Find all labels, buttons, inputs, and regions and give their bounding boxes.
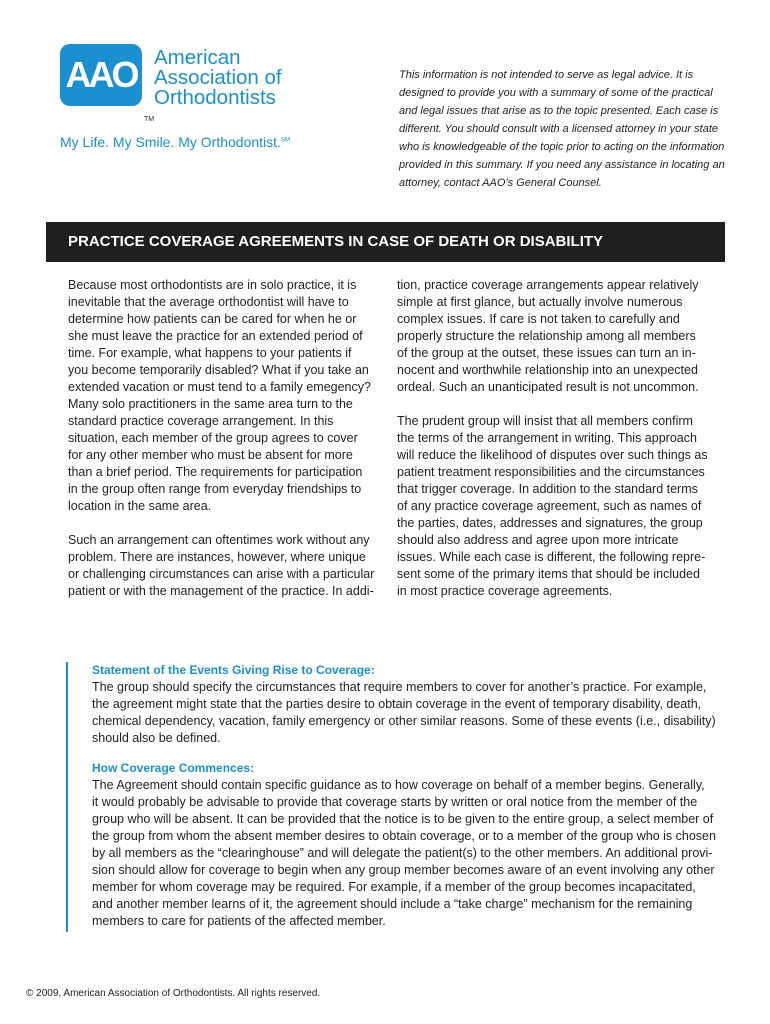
text-line: should also address and agree upon more intricate <box>397 533 679 547</box>
aao-logo-mark: AAO <box>60 44 142 106</box>
service-mark: SM <box>280 137 290 144</box>
text-line: patient or with the management of the practice. In addi- <box>68 584 374 598</box>
text-line: of any practice coverage agreement, such as names of <box>397 499 702 513</box>
page-title: PRACTICE COVERAGE AGREEMENTS IN CASE OF DEATH OR DISABILITY <box>68 233 604 250</box>
disclaimer-line: different. You should consult with a licensed attorney in your state <box>399 123 718 135</box>
section-text <box>92 777 716 930</box>
text-line: the group from whom the absent member desires to obtain coverage, or to a member of the group who is chosen <box>92 829 716 843</box>
right-column <box>397 277 712 600</box>
text-line: should also be defined. <box>92 731 221 745</box>
section-heading: Statement of the Events Giving Rise to Coverage: <box>92 663 375 677</box>
text-line: determine how patients can be cared for when he or <box>68 312 357 326</box>
section-body <box>92 662 716 930</box>
text-line: by all members as the “clearinghouse” and will delegate the patient(s) to the other members. An additional provi- <box>92 846 713 860</box>
text-line: extended vacation or must tend to a family emegency? <box>68 380 371 394</box>
text-line: the terms of the arrangement in writing. This approach <box>397 431 697 445</box>
legal-disclaimer <box>399 66 729 192</box>
org-name-line: Association of <box>154 66 282 89</box>
text-line: you become temporarily disabled? What if you take an <box>68 363 369 377</box>
copyright-footer: © 2009, American Association of Orthodontists. All rights reserved. <box>26 988 321 999</box>
text-line: member for whom coverage may be required. For example, if a member of the group becomes incapacitated, <box>92 880 696 894</box>
text-line: standard practice coverage arrangement. In this <box>68 414 334 428</box>
text-line: nocent and worthwhile relationship into an unexpected <box>397 363 698 377</box>
text-line: in the group often range from everyday friendships to <box>68 482 362 496</box>
paragraph <box>68 532 383 600</box>
text-line: simple at first glance, but actually involve numerous <box>397 295 683 309</box>
paragraph <box>68 277 383 515</box>
text-line: patient treatment responsibilities and the circumstances <box>397 465 705 479</box>
text-line: location in the same area. <box>68 499 212 513</box>
disclaimer-line: attorney, contact AAO’s General Counsel. <box>399 177 602 189</box>
text-line: time. For example, what happens to your patients if <box>68 346 352 360</box>
text-line: issues. While each case is different, the following repre- <box>397 550 706 564</box>
left-column <box>68 277 383 600</box>
text-line: situation, each member of the group agrees to cover <box>68 431 358 445</box>
text-line: inevitable that the average orthodontist will have to <box>68 295 349 309</box>
text-line: Many solo practitioners in the same area turn to the <box>68 397 353 411</box>
text-line: ordeal. Such an unanticipated result is not uncommon. <box>397 380 699 394</box>
text-line: group who will be absent. It can be provided that the notice is to be given to the entire group, a select member of <box>92 812 714 826</box>
text-line: The group should specify the circumstances that require members to cover for another’s practice. For example, <box>92 680 707 694</box>
text-line: than a brief period. The requirements for participation <box>68 465 363 479</box>
text-line: she must leave the practice for an extended period of <box>68 329 363 343</box>
text-line: of the group at the outset, these issues can turn an in- <box>397 346 696 360</box>
text-line: the agreement might state that the parties desire to obtain coverage in the event of temporary disability, death, <box>92 697 702 711</box>
trademark-mark: TM <box>144 116 155 123</box>
text-line: it would probably be advisable to provide that coverage starts by written or oral notice from the member of the <box>92 795 698 809</box>
text-line: The Agreement should contain specific guidance as to how coverage on behalf of a member begins. Generally, <box>92 778 705 792</box>
section-rule <box>66 662 68 932</box>
text-line: sent some of the primary items that should be included <box>397 567 700 581</box>
text-line: sion should allow for coverage to begin when any group member becomes aware of an event involving any other <box>92 863 715 877</box>
aao-logo <box>60 44 300 154</box>
text-line: tion, practice coverage arrangements appear relatively <box>397 278 699 292</box>
disclaimer-line: This information is not intended to serve as legal advice. It is <box>399 69 694 81</box>
section-text <box>92 679 716 747</box>
disclaimer-line: who is knowledgeable of the topic prior to acting on the information <box>399 141 725 153</box>
disclaimer-line: and legal issues that arise as to the topic presented. Each case is <box>399 105 719 117</box>
text-line: properly structure the relationship among all members <box>397 329 696 343</box>
text-line: The prudent group will insist that all members confirm <box>397 414 693 428</box>
text-line: that trigger coverage. In addition to the standard terms <box>397 482 698 496</box>
text-line: chemical dependency, vacation, family emergency or other similar reasons. Some of these events (i.e., disability) <box>92 714 716 728</box>
text-line: Such an arrangement can oftentimes work without any <box>68 533 370 547</box>
text-line: will reduce the likelihood of disputes over such things as <box>397 448 708 462</box>
text-line: in most practice coverage agreements. <box>397 584 613 598</box>
text-line: the parties, dates, addresses and signatures, the group <box>397 516 703 530</box>
org-name-line: Orthodontists <box>154 86 276 109</box>
organization-name <box>154 48 282 108</box>
text-line: Because most orthodontists are in solo practice, it is <box>68 278 357 292</box>
text-line: for any other member who must be absent for more <box>68 448 353 462</box>
paragraph <box>397 413 712 600</box>
title-banner <box>46 222 725 262</box>
disclaimer-line: designed to provide you with a summary of some of the practical <box>399 87 713 99</box>
tagline <box>60 134 290 150</box>
text-line: members to care for patients of the affected member. <box>92 914 386 928</box>
text-line: problem. There are instances, however, where unique <box>68 550 366 564</box>
text-line: or challenging circumstances can arise with a particular <box>68 567 375 581</box>
section-heading: How Coverage Commences: <box>92 761 255 775</box>
text-line: complex issues. If care is not taken to carefully and <box>397 312 680 326</box>
tagline-text: My Life. My Smile. My Orthodontist. <box>60 134 281 150</box>
org-name-line: American <box>154 46 241 69</box>
paragraph <box>397 277 712 396</box>
disclaimer-line: provided in this summary. If you need any assistance in locating an <box>399 159 725 171</box>
text-line: and another member learns of it, the agreement should include a “take charge” mechanism for the remaining <box>92 897 693 911</box>
